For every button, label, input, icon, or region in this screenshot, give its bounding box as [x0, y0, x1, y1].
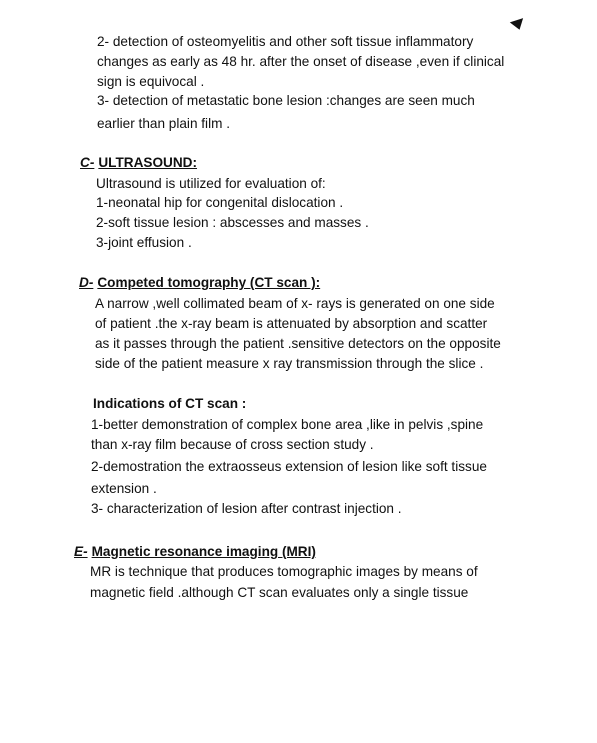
item-3-line-1: 3- detection of metastatic bone lesion :changes are seen much — [97, 93, 475, 108]
section-d-heading — [79, 274, 320, 291]
section-e-para-line-2: magnetic field .although CT scan evaluates only a single tissue — [90, 585, 469, 600]
section-d-para-line-1: A narrow ,well collimated beam of x- rays is generated on one side — [95, 296, 495, 311]
indications-heading: Indications of CT scan : — [93, 396, 247, 411]
section-c-intro: Ultrasound is utilized for evaluation of: — [96, 176, 326, 191]
indication-line-4: extension . — [91, 481, 157, 496]
section-d-para-line-4: side of the patient measure x ray transmission through the slice . — [95, 356, 484, 371]
section-c-item-2: 2-soft tissue lesion : abscesses and masses . — [96, 215, 369, 230]
section-d-para-line-2: of patient .the x-ray beam is attenuated by absorption and scatter — [95, 316, 488, 331]
section-e-letter: E- — [74, 544, 88, 559]
section-c-heading — [80, 154, 197, 171]
corner-arrow-mark — [510, 18, 526, 32]
section-d-letter: D- — [79, 275, 94, 290]
indication-line-5: 3- characterization of lesion after contrast injection . — [91, 501, 402, 516]
item-2-line-2: changes as early as 48 hr. after the onset of disease ,even if clinical — [97, 54, 505, 69]
section-c-letter: C- — [80, 155, 95, 170]
section-c-item-1: 1-neonatal hip for congenital dislocation . — [96, 195, 344, 210]
section-e-para-line-1: MR is technique that produces tomographic images by means of — [90, 564, 478, 579]
item-2-line-1: 2- detection of osteomyelitis and other soft tissue inflammatory — [97, 34, 474, 49]
item-2-line-3: sign is equivocal . — [97, 74, 205, 89]
section-e-title: Magnetic resonance imaging (MRI) — [91, 544, 316, 559]
indication-line-2: than x-ray film because of cross section study . — [91, 437, 374, 452]
section-c-item-3: 3-joint effusion . — [96, 235, 192, 250]
item-3-line-2: earlier than plain film . — [97, 116, 230, 131]
indication-line-3: 2-demostration the extraosseus extension of lesion like soft tissue — [91, 459, 487, 474]
section-d-para-line-3: as it passes through the patient .sensitive detectors on the opposite — [95, 336, 501, 351]
indication-line-1: 1-better demonstration of complex bone area ,like in pelvis ,spine — [91, 417, 484, 432]
section-c-title: ULTRASOUND: — [98, 155, 198, 170]
section-d-title: Competed tomography (CT scan ): — [97, 275, 321, 290]
section-e-heading — [74, 543, 316, 560]
